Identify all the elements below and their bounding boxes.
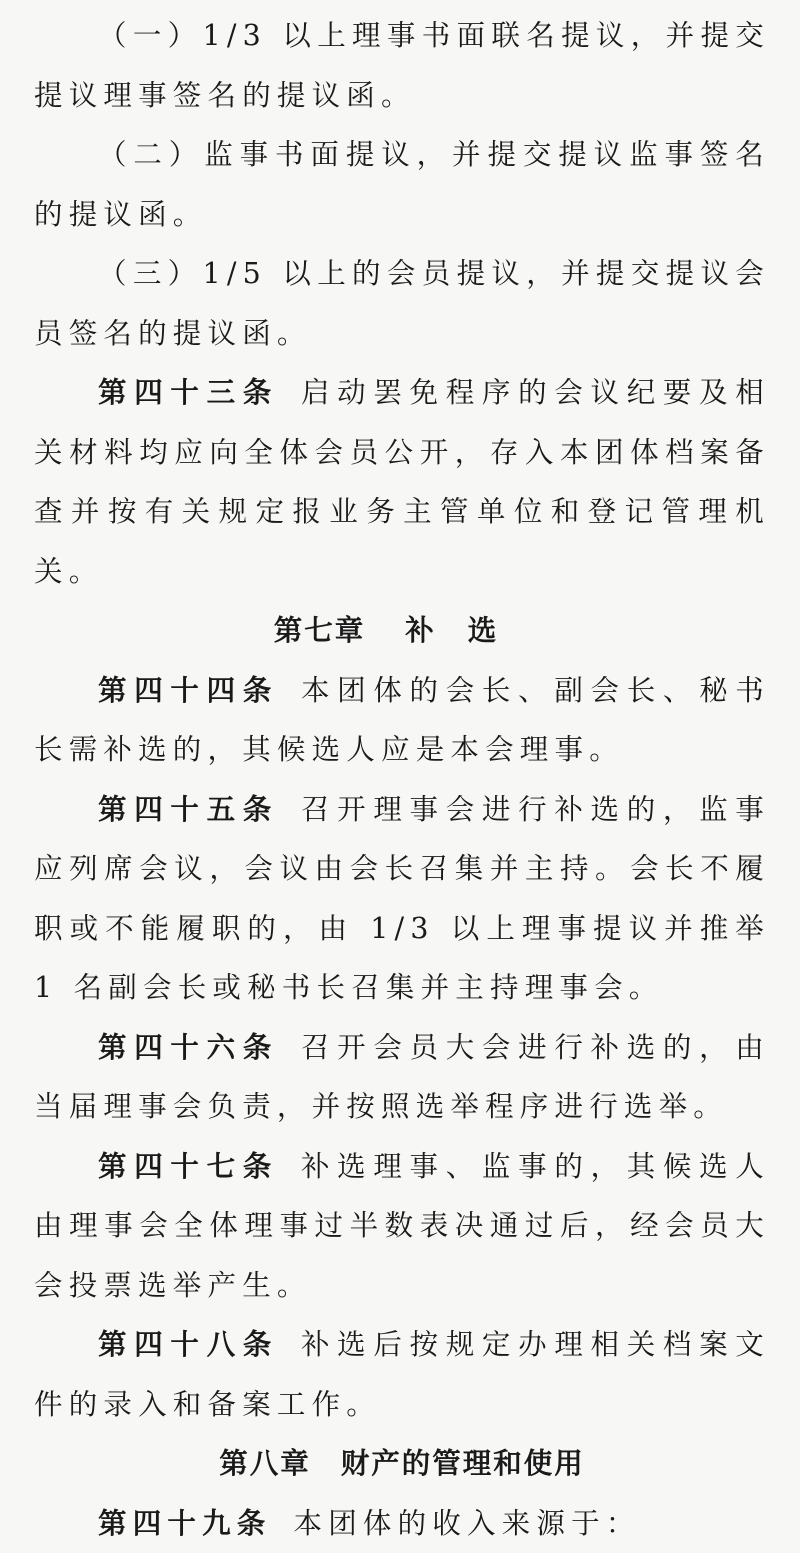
article-label: 第四十六条 <box>98 1030 279 1064</box>
chapter-heading-7 <box>34 601 770 661</box>
article-text: 补选后按规定办理相关档案文件的录入和备案工作。 <box>34 1328 770 1421</box>
article-label: 第四十九条 <box>98 1506 272 1540</box>
article-49 <box>34 1494 770 1553</box>
article-46 <box>34 1018 770 1137</box>
article-44 <box>34 661 770 780</box>
article-text: 本团体的会长、副会长、秘书长需补选的，其候选人应是本会理事。 <box>34 674 770 767</box>
clause-item-3: （三）1/5 以上的会员提议，并提交提议会员签名的提议函。 <box>34 244 770 363</box>
article-text: 补选理事、监事的，其候选人由理事会全体理事过半数表决通过后，经会员大会投票选举产生。 <box>34 1150 770 1302</box>
article-label: 第四十五条 <box>98 792 279 826</box>
article-label: 第四十三条 <box>98 375 279 409</box>
article-43 <box>34 363 770 601</box>
chapter-title: 财产的管理和使用 <box>341 1446 585 1480</box>
chapter-title: 补选 <box>405 613 530 647</box>
article-label: 第四十八条 <box>98 1327 279 1361</box>
article-label: 第四十七条 <box>98 1149 279 1183</box>
chapter-number: 第八章 <box>219 1446 311 1480</box>
clause-item-1: （一）1/3 以上理事书面联名提议，并提交提议理事签名的提议函。 <box>34 6 770 125</box>
article-48 <box>34 1315 770 1434</box>
article-45 <box>34 780 770 1018</box>
clause-item-2: （二）监事书面提议，并提交提议监事签名的提议函。 <box>34 125 770 244</box>
article-label: 第四十四条 <box>98 673 279 707</box>
chapter-number: 第七章 <box>274 613 366 647</box>
article-47 <box>34 1137 770 1316</box>
article-text: 召开会员大会进行补选的，由当届理事会负责，并按照选举程序进行选举。 <box>34 1031 770 1124</box>
article-text: 启动罢免程序的会议纪要及相关材料均应向全体会员公开，存入本团体档案备查并按有关规定报业务主管单位和登记管理机关。 <box>34 376 770 588</box>
article-text: 召开理事会进行补选的，监事应列席会议，会议由会长召集并主持。会长不履职或不能履职的，由 1/3 以上理事提议并推举 1 名副会长或秘书长召集并主持理事会。 <box>34 793 770 1005</box>
chapter-heading-8 <box>34 1434 770 1494</box>
article-text: 本团体的收入来源于： <box>294 1507 641 1540</box>
